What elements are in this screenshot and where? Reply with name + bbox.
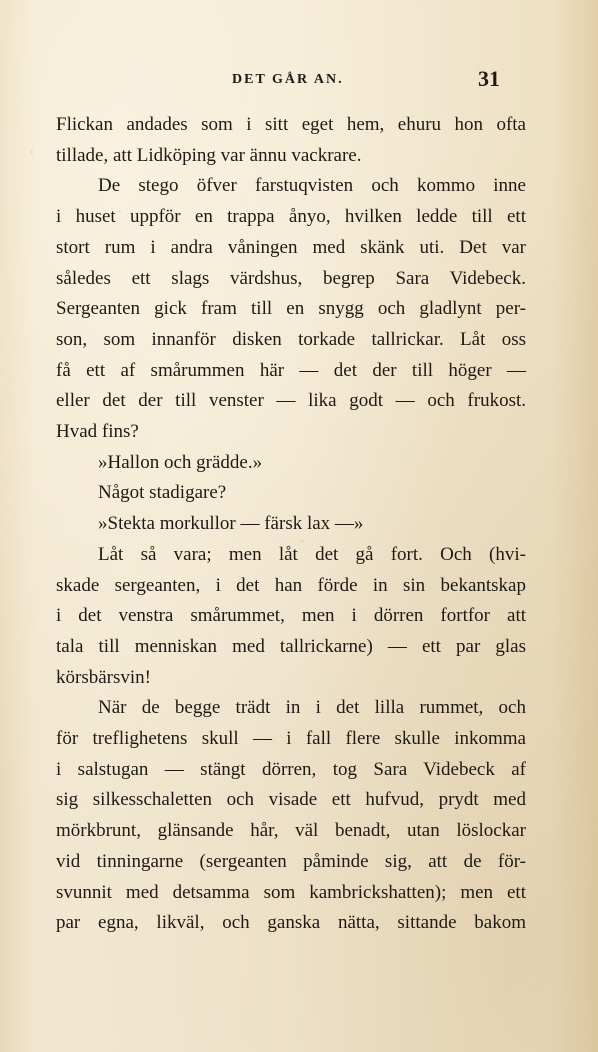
text-line: Hvad fins? [56, 421, 139, 443]
text-line: tala till menniskan med tallrickarne) — ett par glas [56, 635, 526, 657]
text-line: således ett slags värdshus, begrep Sara Videbeck. [56, 267, 526, 289]
text-line: i huset uppför en trappa ånyo, hvilken ledde till ett [56, 206, 526, 228]
text-line: När de begge trädt in i det lilla rummet, och [98, 697, 526, 719]
text-line: Något stadigare? [98, 482, 227, 504]
text-line: Sergeanten gick fram till en snygg och gladlynt per- [56, 298, 526, 320]
text-line: mörkbrunt, glänsande hår, väl benadt, utan löslockar [56, 820, 526, 842]
text-line: sig silkesschaletten och visade ett hufvud, prydt med [56, 789, 526, 811]
text-line: eller det der till venster — lika godt — och frukost. [56, 390, 526, 412]
text-line: vid tinningarne (sergeanten påminde sig, att de för- [56, 850, 526, 872]
text-line: svunnit med detsamma som kambrickshatten); men ett [56, 881, 526, 903]
text-line: »Hallon och grädde.» [98, 451, 263, 473]
text-line: stort rum i andra våningen med skänk uti. Det var [56, 236, 526, 258]
running-header: DET GÅR AN. [232, 72, 344, 87]
text-line: i det venstra smårummet, men i dörren fortfor att [56, 605, 526, 627]
page-number: 31 [478, 66, 500, 91]
body-text [56, 110, 526, 939]
text-line: De stego öfver farstuqvisten och kommo inne [98, 175, 526, 197]
text-line: i salstugan — stängt dörren, tog Sara Videbeck af [56, 758, 526, 780]
text-line: skade sergeanten, i det han förde in sin bekantskap [56, 574, 526, 596]
text-line: för treflighetens skull — i fall flere skulle inkomma [56, 728, 526, 750]
text-line: son, som innanför disken torkade tallrickar. Låt oss [56, 328, 526, 350]
text-line: Låt så vara; men låt det gå fort. Och (hvi- [98, 543, 526, 565]
text-line: tillade, att Lidköping var ännu vackrare. [56, 144, 362, 166]
text-line: par egna, likväl, och ganska nätta, sittande bakom [56, 912, 526, 934]
text-line: körsbärsvin! [56, 666, 151, 688]
paper-stain [30, 150, 33, 154]
text-line: Flickan andades som i sitt eget hem, ehuru hon ofta [56, 114, 526, 135]
text-line: »Stekta morkullor — färsk lax —» [98, 513, 364, 535]
text-line: få ett af smårummen här — det der till höger — [56, 359, 526, 381]
